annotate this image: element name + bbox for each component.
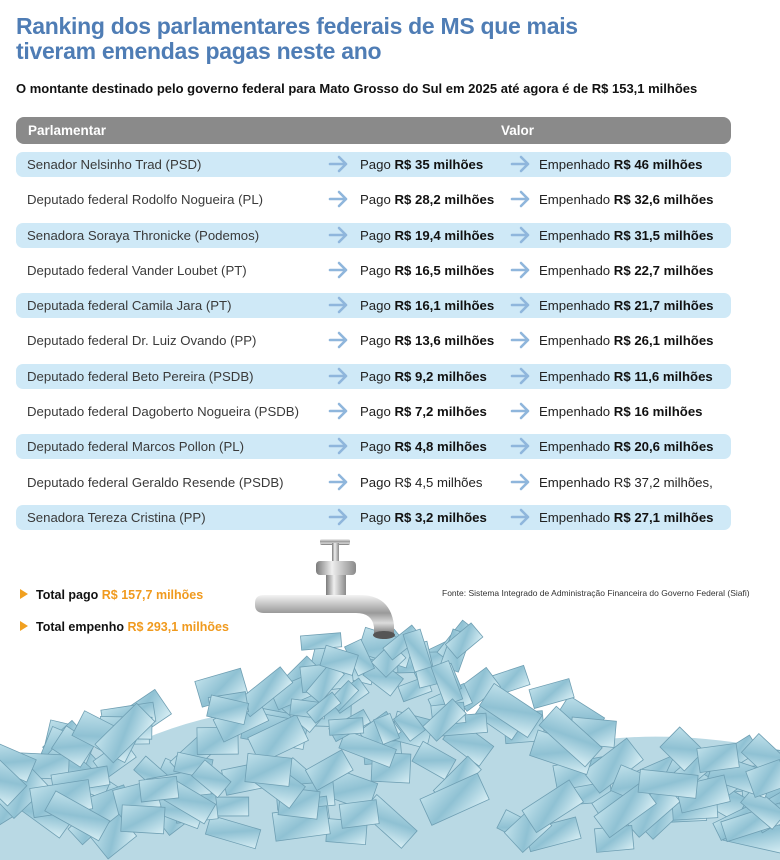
banknote [329, 718, 364, 736]
arrow-right-icon [328, 366, 350, 386]
source-note: Fonte: Sistema Integrado de Administração Financeira do Governo Federal (Siafi) [442, 588, 750, 598]
paid-amount: R$ 28,2 milhões [394, 192, 495, 208]
banknote [339, 800, 379, 829]
table-row [16, 187, 731, 212]
arrow-right-icon [510, 189, 532, 209]
committed-prefix: Empenhado [539, 227, 611, 243]
paid-prefix: Pago [360, 298, 391, 314]
committed-prefix: Empenhado [539, 509, 611, 525]
committed-value [539, 228, 713, 243]
committed-amount: R$ 20,6 milhões [613, 439, 714, 455]
committed-prefix: Empenhado [539, 474, 611, 490]
paid-amount: R$ 13,6 milhões [394, 333, 495, 349]
table-row [16, 152, 731, 177]
banknote [139, 776, 179, 802]
arrow-right-icon [510, 507, 532, 527]
arrow-right-icon [328, 189, 350, 209]
arrow-right-icon [328, 154, 350, 174]
paid-amount: R$ 4,5 milhões [394, 474, 483, 490]
paid-value [360, 263, 494, 278]
parlamentar-name: Deputado federal Dagoberto Nogueira (PSDB) [27, 404, 299, 420]
committed-value [539, 439, 713, 454]
committed-value [539, 404, 702, 419]
table-row [16, 399, 731, 424]
paid-value [360, 192, 494, 207]
total-committed-value: R$ 293,1 milhões [127, 620, 229, 634]
committed-amount: R$ 32,6 milhões [613, 192, 714, 208]
total-committed-label: Total empenho [36, 620, 124, 634]
committed-value [539, 369, 713, 384]
committed-amount: R$ 46 milhões [613, 157, 703, 172]
banknote [697, 743, 740, 772]
paid-amount: R$ 35 milhões [394, 157, 484, 172]
faucet-illustration [250, 535, 410, 655]
arrow-right-icon [328, 401, 350, 421]
paid-value [360, 228, 494, 243]
arrow-right-icon [510, 366, 532, 386]
committed-prefix: Empenhado [539, 262, 611, 278]
paid-value [360, 157, 483, 172]
total-paid-value: R$ 157,7 milhões [101, 588, 204, 602]
committed-value [539, 192, 713, 207]
arrow-right-icon [510, 154, 532, 174]
arrow-right-icon [510, 260, 532, 280]
paid-amount: R$ 19,4 milhões [394, 227, 495, 243]
arrow-right-icon [510, 401, 532, 421]
committed-amount: R$ 11,6 milhões [613, 368, 713, 384]
paid-amount: R$ 16,1 milhões [394, 298, 495, 314]
arrow-right-icon [510, 472, 532, 492]
paid-amount: R$ 9,2 milhões [394, 368, 487, 384]
committed-amount: R$ 21,7 milhões [613, 298, 714, 314]
committed-value [539, 157, 702, 172]
committed-amount: R$ 37,2 milhões, [613, 474, 713, 490]
paid-value [360, 439, 487, 454]
paid-value [360, 333, 494, 348]
table-body [16, 152, 731, 540]
paid-prefix: Pago [360, 227, 391, 243]
paid-prefix: Pago [360, 509, 391, 525]
table-row [16, 364, 731, 389]
paid-prefix: Pago [360, 333, 391, 349]
committed-prefix: Empenhado [539, 404, 611, 420]
committed-value [539, 298, 713, 313]
parlamentar-name: Senadora Soraya Thronicke (Podemos) [27, 227, 260, 243]
paid-prefix: Pago [360, 474, 391, 490]
table-row [16, 293, 731, 318]
paid-amount: R$ 16,5 milhões [394, 262, 495, 278]
paid-prefix: Pago [360, 262, 391, 278]
arrow-right-icon [328, 330, 350, 350]
table-row [16, 258, 731, 283]
parlamentar-name: Deputado federal Dr. Luiz Ovando (PP) [27, 333, 257, 349]
committed-value [539, 510, 713, 525]
column-header-parlamentar: Parlamentar [28, 123, 107, 138]
paid-prefix: Pago [360, 439, 391, 455]
committed-prefix: Empenhado [539, 368, 611, 384]
parlamentar-name: Deputado federal Vander Loubet (PT) [27, 262, 247, 278]
arrow-right-icon [328, 260, 350, 280]
committed-prefix: Empenhado [539, 439, 611, 455]
committed-amount: R$ 22,7 milhões [613, 262, 714, 278]
paid-value [360, 475, 482, 490]
page-subtitle: O montante destinado pelo governo federal para Mato Grosso do Sul em 2025 até agora é de R$ 153,1 milhões [16, 81, 698, 96]
paid-amount: R$ 3,2 milhões [394, 509, 487, 525]
table-row [16, 328, 731, 353]
committed-value [539, 475, 713, 490]
page-title: Ranking dos parlamentares federais de MS que mais tiveram emendas pagas neste ano [16, 13, 578, 64]
paid-amount: R$ 4,8 milhões [394, 439, 487, 455]
paid-amount: R$ 7,2 milhões [394, 404, 487, 420]
committed-prefix: Empenhado [539, 333, 611, 349]
committed-amount: R$ 31,5 milhões [613, 227, 714, 243]
parlamentar-name: Deputado federal Geraldo Resende (PSDB) [27, 474, 284, 490]
table-header [16, 117, 731, 144]
committed-prefix: Empenhado [539, 157, 611, 172]
banknote [245, 753, 292, 786]
parlamentar-name: Deputada federal Camila Jara (PT) [27, 298, 232, 314]
table-row [16, 470, 731, 495]
parlamentar-name: Senadora Tereza Cristina (PP) [27, 509, 206, 525]
banknote [121, 805, 165, 834]
total-paid-label: Total pago [36, 588, 99, 602]
committed-amount: R$ 26,1 milhões [613, 333, 714, 349]
triangle-bullet-icon [20, 589, 28, 599]
paid-value [360, 298, 494, 313]
committed-amount: R$ 27,1 milhões [613, 509, 714, 525]
arrow-right-icon [328, 472, 350, 492]
committed-value [539, 333, 713, 348]
paid-value [360, 404, 487, 419]
table-row [16, 223, 731, 248]
parlamentar-name: Senador Nelsinho Trad (PSD) [27, 157, 202, 172]
table-row [16, 505, 731, 530]
arrow-right-icon [328, 436, 350, 456]
paid-prefix: Pago [360, 157, 391, 172]
table-row [16, 434, 731, 459]
paid-prefix: Pago [360, 404, 391, 420]
parlamentar-name: Deputado federal Rodolfo Nogueira (PL) [27, 192, 264, 208]
arrow-right-icon [510, 225, 532, 245]
arrow-right-icon [328, 295, 350, 315]
column-header-valor: Valor [501, 123, 535, 138]
paid-prefix: Pago [360, 192, 391, 208]
committed-amount: R$ 16 milhões [613, 404, 703, 420]
paid-prefix: Pago [360, 368, 391, 384]
arrow-right-icon [510, 436, 532, 456]
arrow-right-icon [510, 330, 532, 350]
paid-value [360, 510, 487, 525]
arrow-right-icon [328, 225, 350, 245]
arrow-right-icon [510, 295, 532, 315]
arrow-right-icon [328, 507, 350, 527]
committed-value [539, 263, 713, 278]
committed-prefix: Empenhado [539, 192, 611, 208]
parlamentar-name: Deputado federal Marcos Pollon (PL) [27, 439, 244, 455]
committed-prefix: Empenhado [539, 298, 611, 314]
parlamentar-name: Deputado federal Beto Pereira (PSDB) [27, 368, 254, 384]
paid-value [360, 369, 487, 384]
